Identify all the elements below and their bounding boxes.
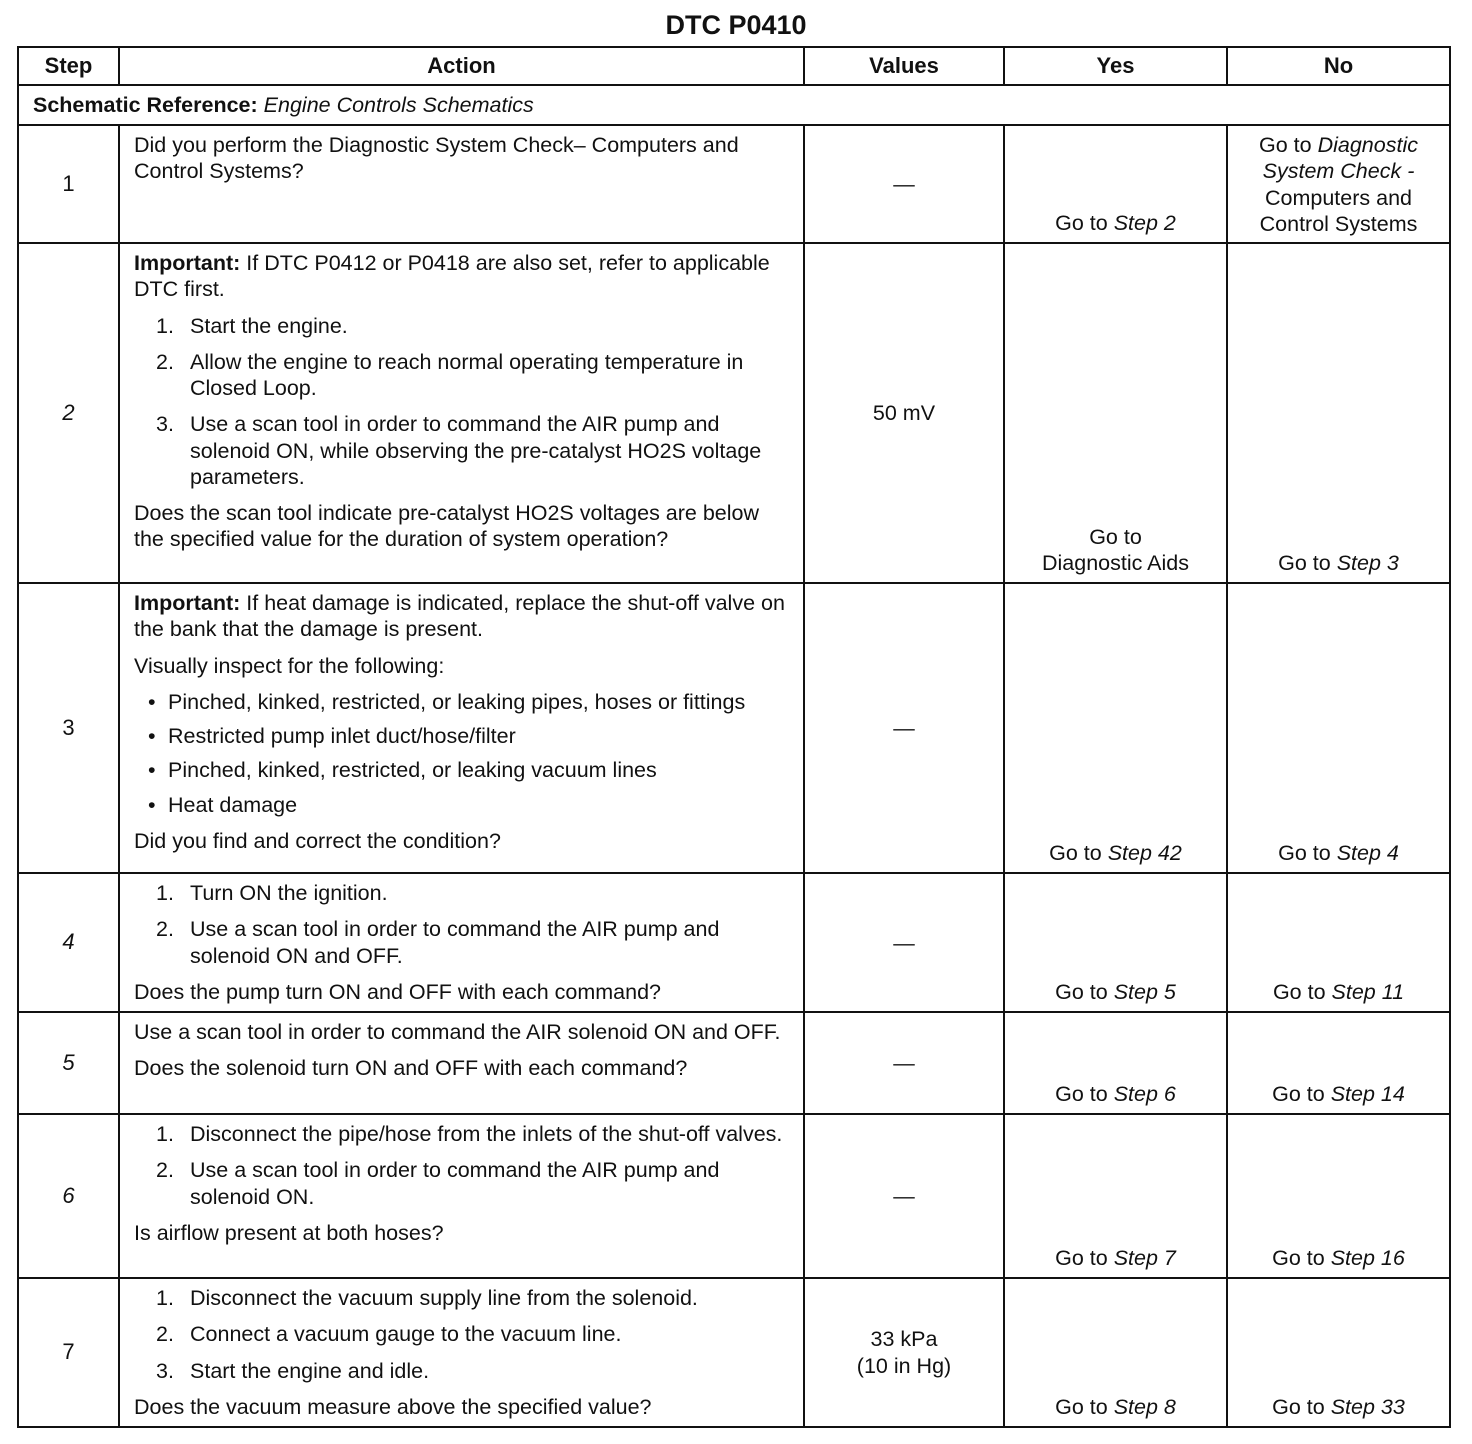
step-number [18,1012,119,1114]
important-label: Important: [134,591,241,616]
procedure-list [134,1285,793,1384]
schematic-reference-row [18,85,1450,125]
yes-cell [1004,583,1227,873]
step-number: 7 [18,1278,119,1427]
step-number [18,1114,119,1278]
action-cell [119,1114,804,1278]
value-cell: 50 mV [804,243,1004,583]
yes-target-link[interactable]: Step 42 [1107,841,1182,865]
dash-value: — [893,930,915,955]
list-item: 1. Disconnect the vacuum supply line from the solenoid. [156,1286,698,1311]
question-text: Did you perform the Diagnostic System Check– Computers and Control Systems? [134,133,739,184]
value-cell [804,1114,1004,1278]
table-row [18,243,1450,583]
inspection-intro: Visually inspect for the following: [134,653,445,678]
yes-cell [1004,243,1227,583]
go-to-label: Go to [1272,1245,1325,1270]
yes-cell [1004,1114,1227,1278]
question-text: Does the vacuum measure above the specified value? [134,1394,652,1419]
value-cell [804,125,1004,243]
header-no: No [1227,47,1450,85]
go-to-label: Go to [1055,979,1108,1004]
no-cell [1227,873,1450,1012]
action-cell [119,1278,804,1427]
list-item: 2. Use a scan tool in order to command the AIR pump and solenoid ON and OFF. [156,917,720,968]
dash-value: — [893,1183,915,1208]
header-action: Action [119,47,804,85]
list-item: • Pinched, kinked, restricted, or leaking vacuum lines [148,758,657,783]
dash-value: — [893,716,915,741]
yes-target-link[interactable]: Step 2 [1113,211,1176,235]
table-row [18,1278,1450,1427]
step-number: 3 [18,583,119,873]
schematic-reference [18,85,1450,125]
header-values: Values [804,47,1004,85]
value-cell [804,1278,1004,1427]
list-item: 1. Start the engine. [156,313,348,338]
no-target-tail: Computers and Control Systems [1259,185,1418,236]
go-to-label: Go to [1055,1394,1108,1419]
schematic-reference-link[interactable]: Engine Controls Schematics [263,93,534,117]
header-yes: Yes [1004,47,1227,85]
value-cell [804,873,1004,1012]
list-item: 3. Start the engine and idle. [156,1358,430,1383]
no-target-link[interactable]: Diagnostic System Check - [1262,133,1418,184]
go-to-label: Go to [1089,524,1142,549]
go-to-label: Go to [1272,1081,1325,1106]
step-number: 1 [18,125,119,243]
no-target-link[interactable]: Step 16 [1330,1245,1405,1270]
important-text: If heat damage is indicated, replace the shut-off valve on the bank that the damage is present. [134,591,785,642]
action-cell [119,125,804,243]
no-cell [1227,1278,1450,1427]
list-item: • Restricted pump inlet duct/hose/filter [148,724,516,749]
no-cell [1227,243,1450,583]
instruction-text: Use a scan tool in order to command the AIR solenoid ON and OFF. [134,1020,781,1045]
list-item: • Heat damage [148,792,298,817]
go-to-label: Go to [1272,1394,1325,1419]
procedure-list [134,880,793,969]
step-number [18,873,119,1012]
no-target-link[interactable]: Step 3 [1336,551,1399,575]
list-item: 2. Use a scan tool in order to command the AIR pump and solenoid ON. [156,1158,720,1209]
procedure-list [134,313,793,490]
table-row [18,583,1450,873]
important-note [134,250,793,302]
no-cell [1227,1114,1450,1278]
question-text: Is airflow present at both hoses? [134,1220,444,1245]
yes-cell [1004,1012,1227,1114]
value-cell [804,1012,1004,1114]
list-item: 1. Disconnect the pipe/hose from the inlets of the shut-off valves. [156,1122,783,1147]
important-text: If DTC P0412 or P0418 are also set, refer to applicable DTC first. [134,251,770,302]
action-cell [119,1012,804,1114]
yes-cell [1004,1278,1227,1427]
step-number-text: 4 [62,929,75,955]
question-text: Does the scan tool indicate pre-catalyst HO2S voltages are below the specified value for the duration of system operation? [134,500,760,552]
yes-cell [1004,873,1227,1012]
header-step: Step [18,47,119,85]
yes-target-link[interactable]: Step 8 [1113,1394,1176,1419]
value-line: (10 in Hg) [856,1353,952,1378]
yes-target-link[interactable]: Diagnostic Aids [1042,551,1189,575]
page-title: DTC P0410 [665,10,807,40]
yes-cell [1004,125,1227,243]
list-item: 1. Turn ON the ignition. [156,881,388,906]
go-to-label: Go to [1272,979,1326,1004]
action-cell [119,583,804,873]
list-item: 3. Use a scan tool in order to command the AIR pump and solenoid ON, while observing the pre-catalyst HO2S voltage parameters. [156,412,762,489]
go-to-label: Go to [1055,1081,1108,1106]
no-target-link[interactable]: Step 33 [1330,1394,1405,1419]
no-cell [1227,1012,1450,1114]
important-note [134,590,793,642]
question-text: Does the solenoid turn ON and OFF with each command? [134,1056,688,1081]
list-item: • Pinched, kinked, restricted, or leaking pipes, hoses or fittings [148,689,746,714]
action-cell [119,243,804,583]
no-target-link[interactable]: Step 4 [1336,841,1399,865]
question-text: Does the pump turn ON and OFF with each command? [134,979,661,1004]
go-to-label: Go to [1259,133,1312,158]
value-line: 33 kPa [870,1327,938,1352]
table-row [18,1114,1450,1278]
dash-value: — [893,1050,915,1075]
table-row [18,873,1450,1012]
diagnostic-table [17,46,1451,1428]
step-number-text: 6 [62,1182,75,1208]
list-item: 2. Allow the engine to reach normal operating temperature in Closed Loop. [156,349,744,401]
header-row [18,47,1450,85]
procedure-list [134,1121,793,1210]
go-to-label: Go to [1049,841,1102,865]
go-to-label: Go to [1055,1245,1108,1270]
important-label: Important: [134,251,241,276]
no-target-link[interactable]: Step 11 [1331,979,1405,1004]
yes-target-link[interactable]: Step 5 [1113,979,1176,1004]
go-to-label: Go to [1278,551,1331,575]
schematic-reference-label: Schematic Reference: [33,93,258,117]
no-cell [1227,583,1450,873]
no-cell [1227,125,1450,243]
table-row [18,1012,1450,1114]
step-number-text: 2 [62,399,75,425]
table-row [18,125,1450,243]
question-text: Did you find and correct the condition? [134,828,501,853]
value-cell [804,583,1004,873]
step-number-text: 5 [62,1049,75,1075]
inspection-list [134,689,793,818]
list-item: 2. Connect a vacuum gauge to the vacuum line. [156,1322,622,1347]
yes-target-link[interactable]: Step 6 [1113,1081,1176,1106]
step-number [18,243,119,583]
yes-target-link[interactable]: Step 7 [1113,1245,1176,1270]
go-to-label: Go to [1278,841,1331,865]
go-to-label: Go to [1055,211,1108,235]
action-cell [119,873,804,1012]
dash-value: — [893,172,915,197]
no-target-link[interactable]: Step 14 [1330,1081,1405,1106]
